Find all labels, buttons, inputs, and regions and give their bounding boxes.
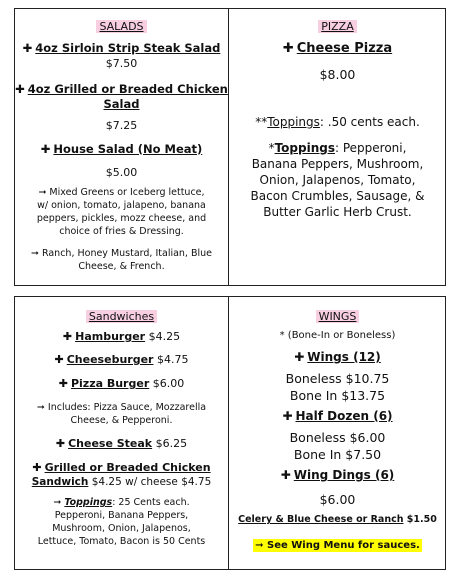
half-dozen-bonein: Bone In $7.50 bbox=[293, 447, 382, 462]
wings-12-name: Wings (12) bbox=[307, 350, 381, 364]
top-menu-panel bbox=[14, 8, 446, 286]
pizza-topping-line: Bacon Crumbles, Sausage, & bbox=[250, 189, 425, 203]
cheese-steak-name: Cheese Steak bbox=[68, 437, 153, 450]
pizza-topping-line: Onion, Jalapenos, Tomato, bbox=[259, 173, 416, 187]
plus-icon: ✚ bbox=[15, 82, 25, 96]
toppings-label: Toppings bbox=[267, 115, 320, 129]
pizza-topping-line: Butter Garlic Herb Crust. bbox=[263, 205, 412, 219]
chicken-sandwich-name-cont: Sandwich bbox=[31, 476, 89, 488]
plus-icon: ✚ bbox=[58, 377, 68, 390]
sandwich-toppings: ➞ Toppings: 25 Cents each. bbox=[53, 497, 190, 508]
salad-desc-line: peppers, pickles, mozz cheese, and bbox=[36, 213, 207, 224]
cheese-steak-price: $6.25 bbox=[152, 437, 188, 450]
plus-icon: ✚ bbox=[280, 468, 291, 482]
plus-icon: ✚ bbox=[55, 437, 66, 450]
pizza-item-price: $8.00 bbox=[319, 67, 356, 82]
wings-heading: WINGS bbox=[316, 310, 360, 323]
pizza-burger-name: Pizza Burger bbox=[70, 377, 150, 390]
salad-item-1-name: 4oz Sirloin Strip Steak Salad bbox=[35, 41, 221, 55]
sandwiches-section bbox=[15, 297, 228, 569]
celery-price: $1.50 bbox=[403, 514, 437, 525]
see-wing-menu-note: ➞ See Wing Menu for sauces. bbox=[255, 540, 420, 551]
wings-note: * (Bone-In or Boneless) bbox=[279, 330, 396, 341]
pizza-toppings-price: **Toppings: .50 cents each. bbox=[255, 115, 420, 129]
cheeseburger-price: $4.75 bbox=[153, 353, 189, 366]
wings-12-bonein: Bone In $13.75 bbox=[289, 388, 386, 403]
bottom-menu-panel bbox=[14, 296, 446, 570]
pizza-toppings-list: *Toppings: Pepperoni, bbox=[268, 141, 407, 155]
plus-icon: ✚ bbox=[282, 409, 293, 423]
plus-icon: ✚ bbox=[294, 350, 305, 364]
salad-item-3-price: $5.00 bbox=[105, 166, 138, 179]
sandwich-topping-line: Pepperoni, Banana Peppers, bbox=[54, 510, 189, 521]
half-dozen-boneless: Boneless $6.00 bbox=[289, 430, 386, 445]
toppings-label: Toppings bbox=[274, 141, 335, 155]
pizza-item-name: Cheese Pizza bbox=[296, 41, 393, 56]
celery-name: Celery & Blue Cheese or Ranch bbox=[238, 514, 404, 525]
salads-heading: SALADS bbox=[96, 20, 146, 33]
sandwiches-heading: Sandwiches bbox=[86, 310, 157, 323]
wings-12-boneless: Boneless $10.75 bbox=[285, 371, 390, 386]
wing-dings-price: $6.00 bbox=[319, 492, 356, 507]
plus-icon: ✚ bbox=[282, 41, 294, 56]
salad-item-2-name-cont: Salad bbox=[103, 97, 140, 111]
dressing-line: ➞ Ranch, Honey Mustard, Italian, Blue bbox=[30, 248, 212, 259]
dressing-line: Cheese, & French. bbox=[78, 261, 165, 272]
salad-item-3-name: House Salad (No Meat) bbox=[53, 142, 203, 156]
sandwich-topping-line: Lettuce, Tomato, Bacon is 50 Cents bbox=[37, 536, 206, 547]
salad-item-2-name: 4oz Grilled or Breaded Chicken bbox=[27, 82, 228, 96]
wings-section bbox=[229, 297, 446, 569]
sandwich-topping-line: Mushroom, Onion, Jalapenos, bbox=[52, 523, 191, 534]
wing-dings-name: Wing Dings (6) bbox=[293, 468, 395, 482]
includes-line: Cheese, & Pepperoni. bbox=[70, 415, 173, 426]
salad-desc-line: choice of fries & Dressing. bbox=[59, 226, 184, 237]
salads-section bbox=[15, 9, 228, 285]
plus-icon: ✚ bbox=[62, 330, 73, 343]
cheeseburger-name: Cheeseburger bbox=[66, 353, 154, 366]
plus-icon: ✚ bbox=[32, 461, 42, 474]
toppings-label: Toppings bbox=[64, 497, 113, 508]
pizza-heading: PIZZA bbox=[318, 20, 356, 33]
includes-line: ➞ Includes: Pizza Sauce, Mozzarella bbox=[36, 402, 207, 413]
half-dozen-name: Half Dozen (6) bbox=[295, 409, 393, 423]
chicken-sandwich-price: $4.25 w/ cheese $4.75 bbox=[88, 476, 212, 488]
plus-icon: ✚ bbox=[40, 142, 51, 156]
hamburger-name: Hamburger bbox=[75, 330, 146, 343]
pizza-burger-price: $6.00 bbox=[149, 377, 185, 390]
salad-item-1-price: $7.50 bbox=[105, 57, 138, 70]
salad-desc-line: w/ onion, tomato, jalapeno, banana bbox=[37, 200, 206, 211]
pizza-section bbox=[229, 9, 446, 285]
plus-icon: ✚ bbox=[22, 41, 33, 55]
chicken-sandwich-name: Grilled or Breaded Chicken bbox=[44, 461, 211, 474]
salad-desc-line: ➞ Mixed Greens or Iceberg lettuce, bbox=[38, 187, 205, 198]
salad-item-2-price: $7.25 bbox=[105, 119, 138, 132]
plus-icon: ✚ bbox=[54, 353, 64, 366]
hamburger-price: $4.25 bbox=[145, 330, 181, 343]
pizza-topping-line: Banana Peppers, Mushroom, bbox=[251, 157, 424, 171]
